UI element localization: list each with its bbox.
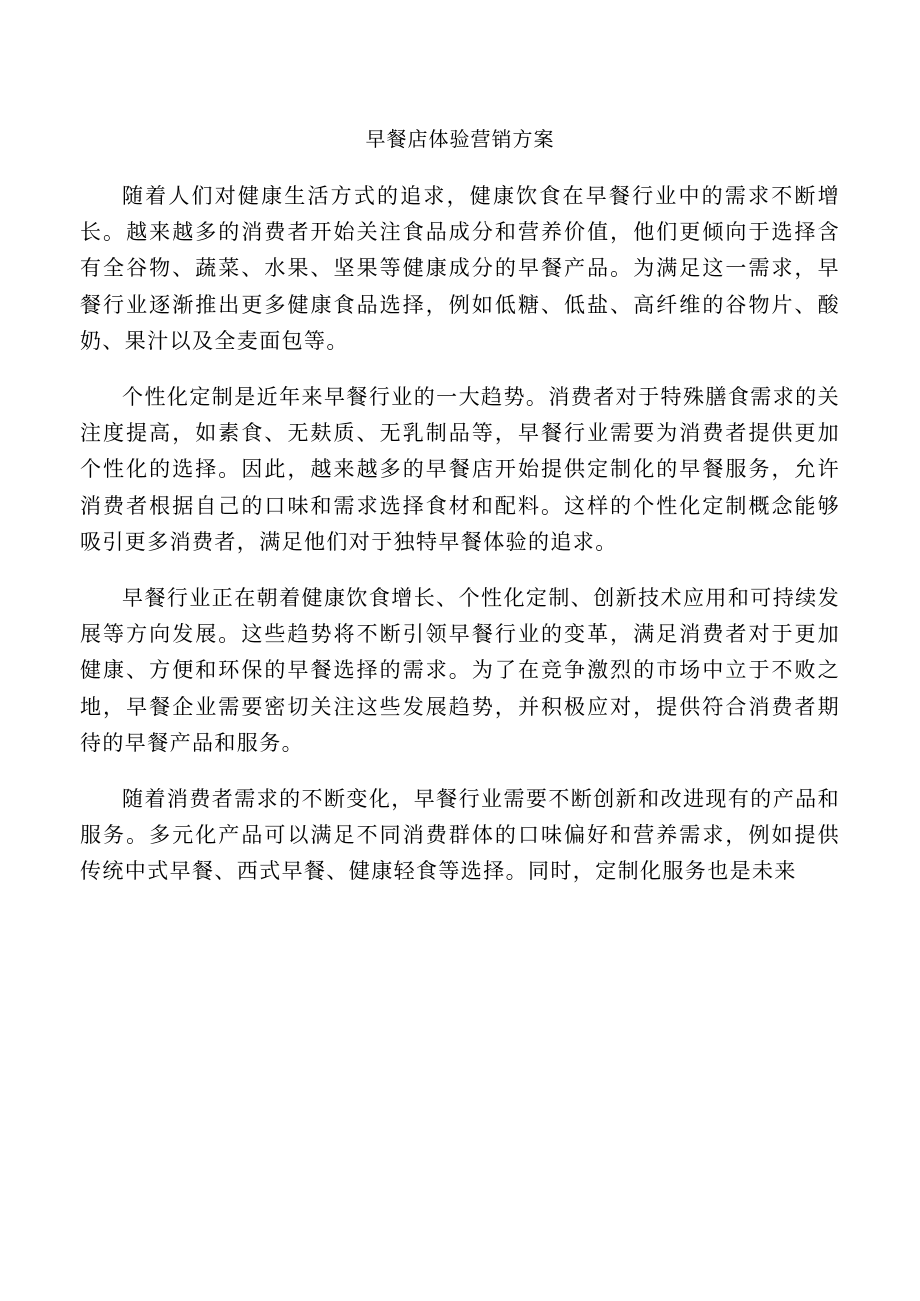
paragraph-personalization: 个性化定制是近年来早餐行业的一大趋势。消费者对于特殊膳食需求的关注度提高，如素食、无麸质、无乳制品等，早餐行业需要为消费者提供更加个性化的选择。因此，越来越多的早餐店开始提供定制化的早餐服务，允许消费者根据自己的口味和需求选择食材和配料。这样的个性化定制概念能够吸引更多消费者，满足他们对于独特早餐体验的追求。 — [80, 385, 840, 554]
document-body — [80, 178, 840, 910]
paragraph-healthy-eating: 随着人们对健康生活方式的追求，健康饮食在早餐行业中的需求不断增长。越来越多的消费者开始关注食品成分和营养价值，他们更倾向于选择含有全谷物、蔬菜、水果、坚果等健康成分的早餐产品。为满足这一需求，早餐行业逐渐推出更多健康食品选择，例如低糖、低盐、高纤维的谷物片、酸奶、果汁以及全麦面包等。 — [80, 184, 840, 353]
paragraph-innovation: 随着消费者需求的不断变化，早餐行业需要不断创新和改进现有的产品和服务。多元化产品可以满足不同消费群体的口味偏好和营养需求，例如提供传统中式早餐、西式早餐、健康轻食等选择。同时，定制化服务也是未来 — [80, 787, 840, 884]
paragraph-industry-trends: 早餐行业正在朝着健康饮食增长、个性化定制、创新技术应用和可持续发展等方向发展。这些趋势将不断引领早餐行业的变革，满足消费者对于更加健康、方便和环保的早餐选择的需求。为了在竞争激烈的市场中立于不败之地，早餐企业需要密切关注这些发展趋势，并积极应对，提供符合消费者期待的早餐产品和服务。 — [80, 586, 840, 755]
document-title: 早餐店体验营销方案 — [365, 127, 555, 151]
